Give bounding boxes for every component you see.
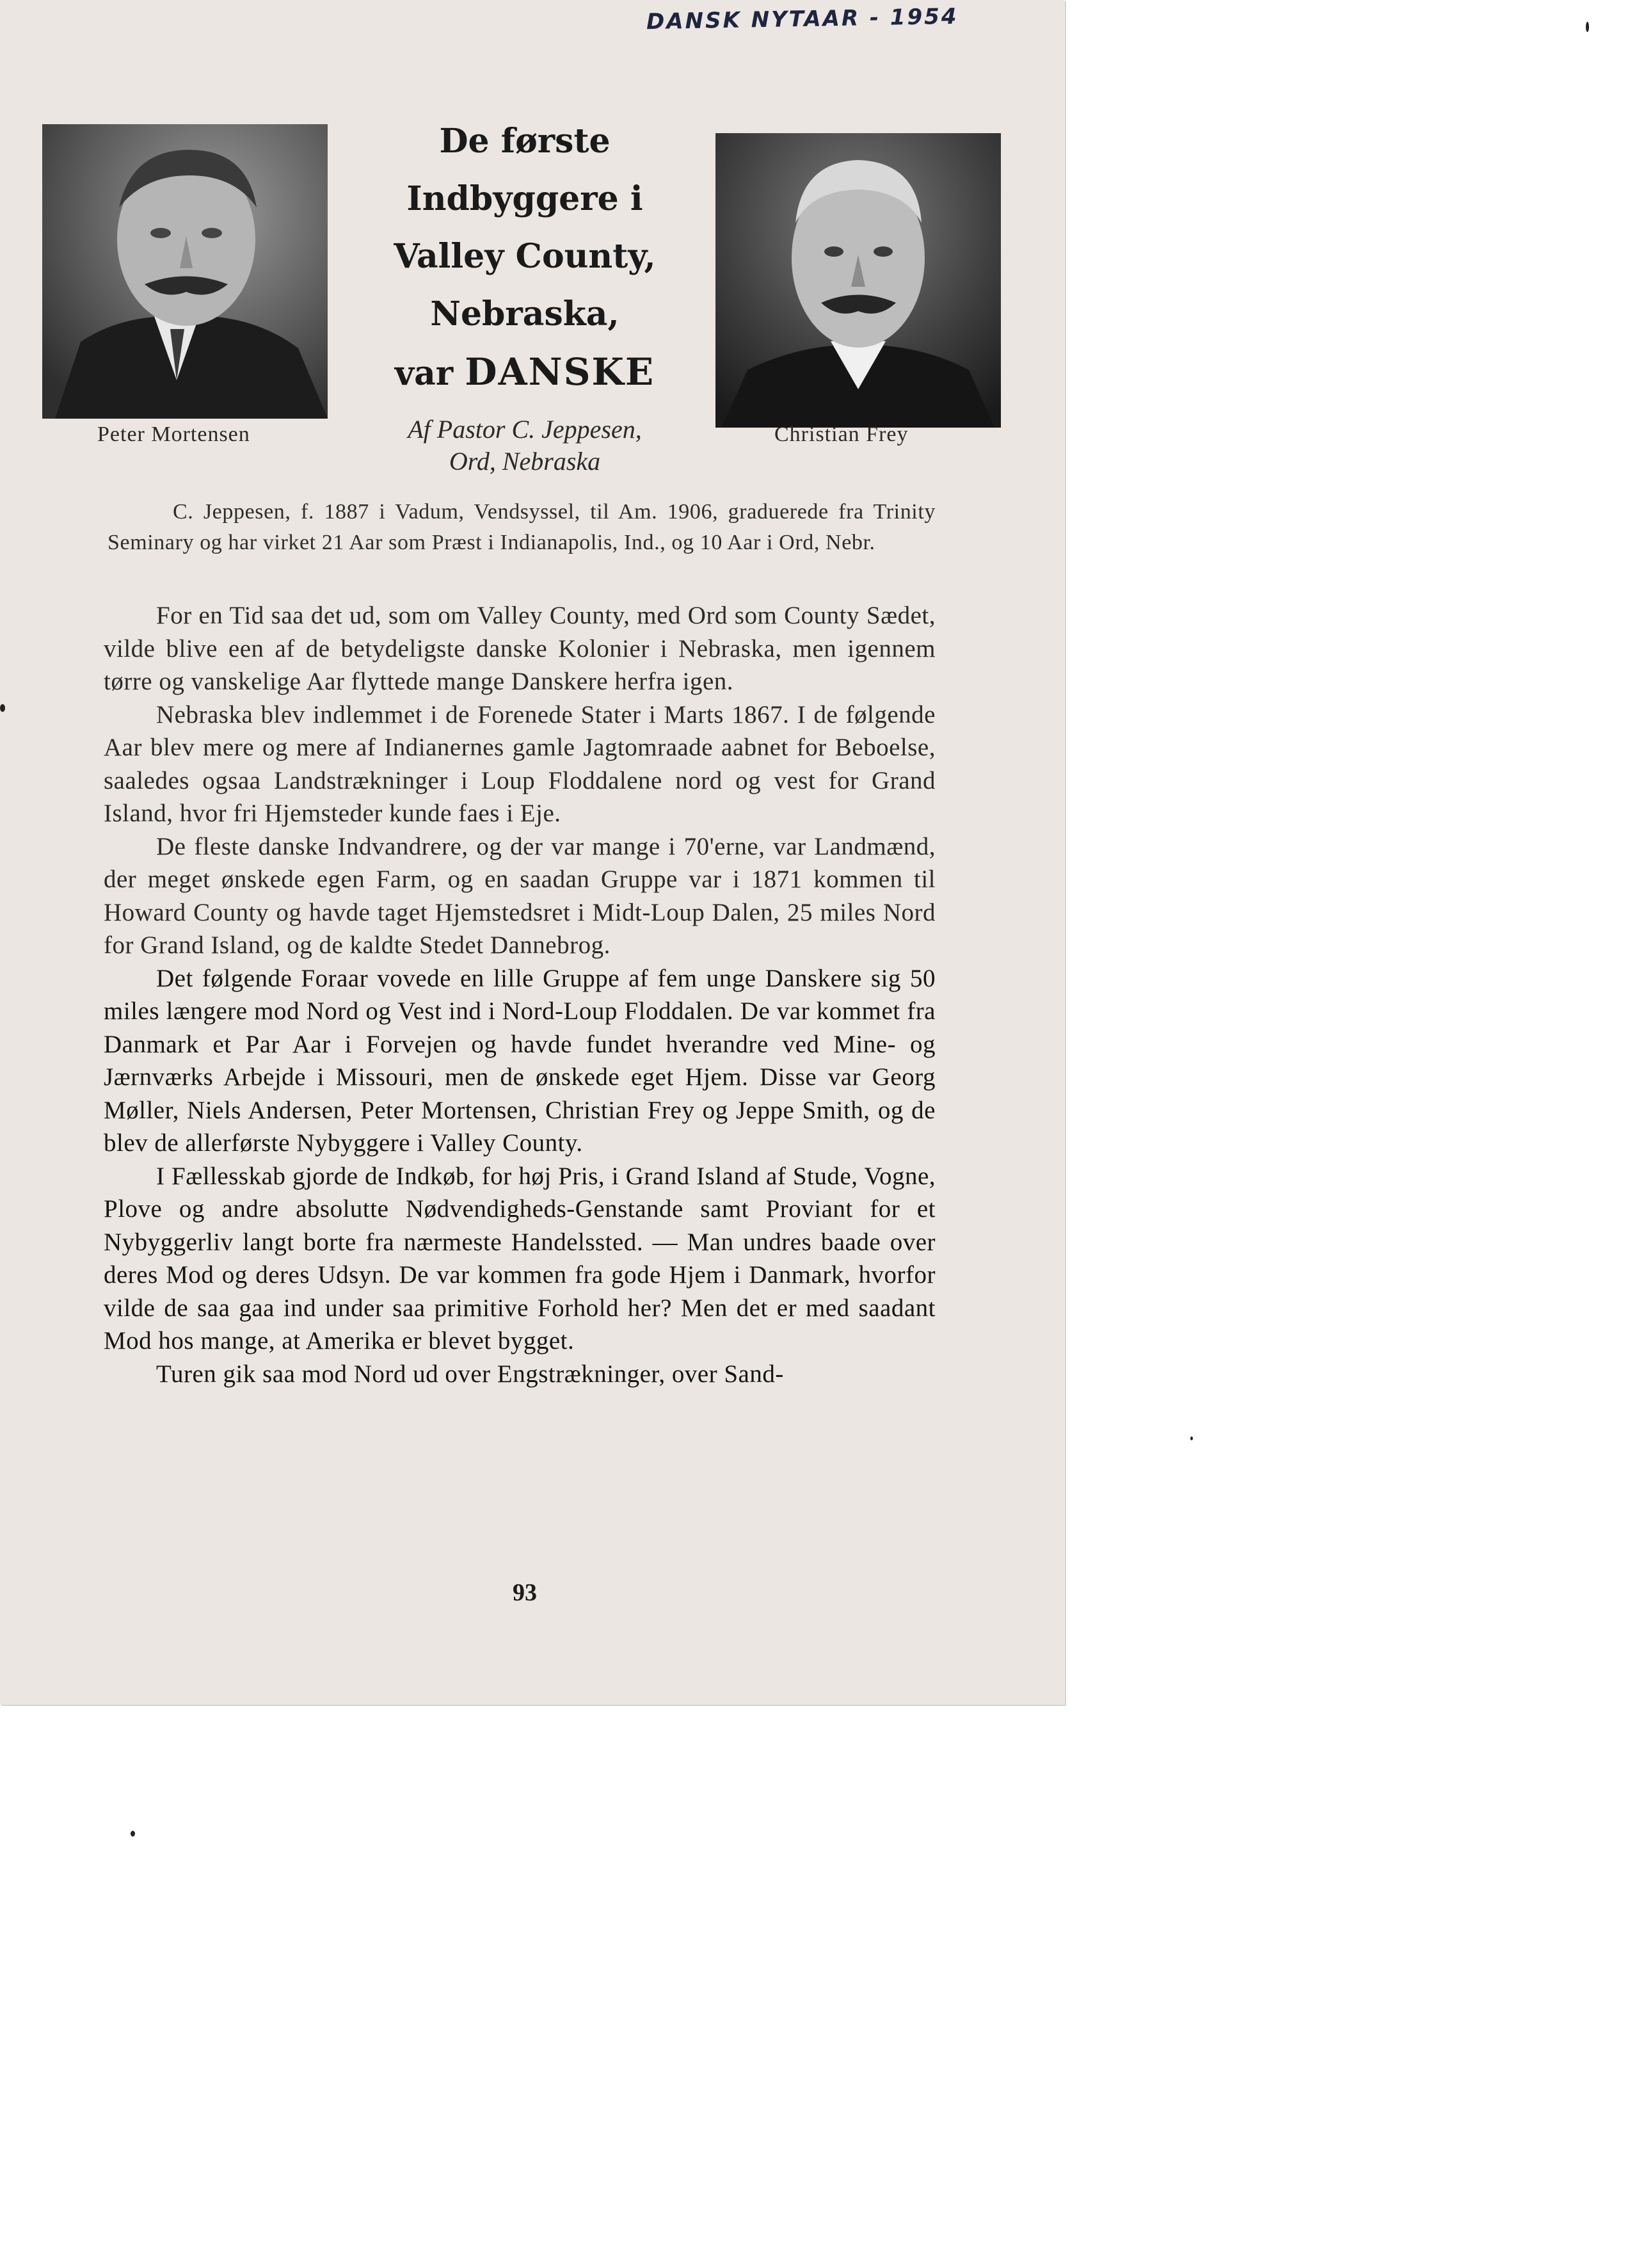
portrait-christian-frey [715,133,1001,428]
paragraph: Nebraska blev indlemmet i de Forenede Stater i Marts 1867. I de følgende Aar blev mere og mere af Indianernes gamle Jagtomraade aabnet for Beboelse, saaledes ogsaa Landstrækninger i Loup Floddalene nord og vest for Grand Island, hvor fri Hjemsteder kunde faes i Eje. [104,700,936,827]
scan-speck [1190,1436,1193,1440]
title-line-1: De første [439,122,611,161]
caption-peter-mortensen: Peter Mortensen [97,422,250,446]
page-number: 93 [513,1579,537,1606]
article-body [104,599,936,1390]
author-bio: C. Jeppesen, f. 1887 i Vadum, Vendsyssel, til Am. 1906, graduerede fra Trinity Seminary og har virket 21 Aar som Præst i Indianapolis, Ind., og 10 Aar i Ord, Nebr. [108,500,936,554]
handwritten-source-note: DANSK NYTAAR - 1954 [646,3,959,35]
article-title [358,113,691,403]
title-line-4: Nebraska, [430,294,619,334]
scan-speck [1586,22,1589,32]
author-byline [358,414,691,478]
title-line-3: Valley County, [394,237,656,276]
paragraph: Det følgende Foraar vovede en lille Gruppe af fem unge Danskere sig 50 miles længere mod Nord og Vest ind i Nord-Loup Floddalen. De var kommet fra Danmark et Par Aar i Forvejen og havde fundet hverandre ved Mine- og Jærnværks Arbejde i Missouri, men de ønskede eget Hjem. Disse var Georg Møller, Niels Andersen, Peter Mortensen, Christian Frey og Jeppe Smith, og de blev de allerførste Nybyggere i Valley County. [104,964,936,1157]
title-line-5 [358,343,691,403]
title-line-5-prefix: var [394,354,454,393]
title-line-5-emphasis: DANSKE [465,350,655,394]
byline-author: Af Pastor C. Jeppesen, [408,415,642,444]
newspaper-clipping [0,0,1065,1705]
scan-speck [0,704,5,712]
paragraph: Turen gik saa mod Nord ud over Engstrækninger, over Sand- [156,1360,784,1388]
scan-speck [131,1831,135,1837]
byline-location: Ord, Nebraska [449,447,601,476]
portrait-peter-mortensen [42,124,328,419]
caption-christian-frey: Christian Frey [774,422,909,446]
title-line-2: Indbyggere i [406,179,643,218]
paragraph: I Fællesskab gjorde de Indkøb, for høj Pris, i Grand Island af Stude, Vogne, Plove og andre absolutte Nødvendigheds-Genstande samt Proviant for et Nybyggerliv langt borte fra nærmeste Handelssted. — Man undres baade over deres Mod og deres Udsyn. De var kommen fra gode Hjem i Danmark, hvorfor vilde de saa gaa ind under saa primitive Forhold her? Men det er med saadant Mod hos mange, at Amerika er blevet bygget. [104,1162,936,1355]
paragraph: De fleste danske Indvandrere, og der var mange i 70'erne, var Landmænd, der meget ønskede egen Farm, og en saadan Gruppe var i 1871 kommen til Howard County og havde taget Hjemstedsret i Midt-Loup Dalen, 25 miles Nord for Grand Island, og de kaldte Stedet Dannebrog. [104,832,936,959]
paragraph: For en Tid saa det ud, som om Valley County, med Ord som County Sædet, vilde blive een af de betydeligste danske Kolonier i Nebraska, men igennem tørre og vanskelige Aar flyttede mange Danskere herfra igen. [104,602,936,695]
